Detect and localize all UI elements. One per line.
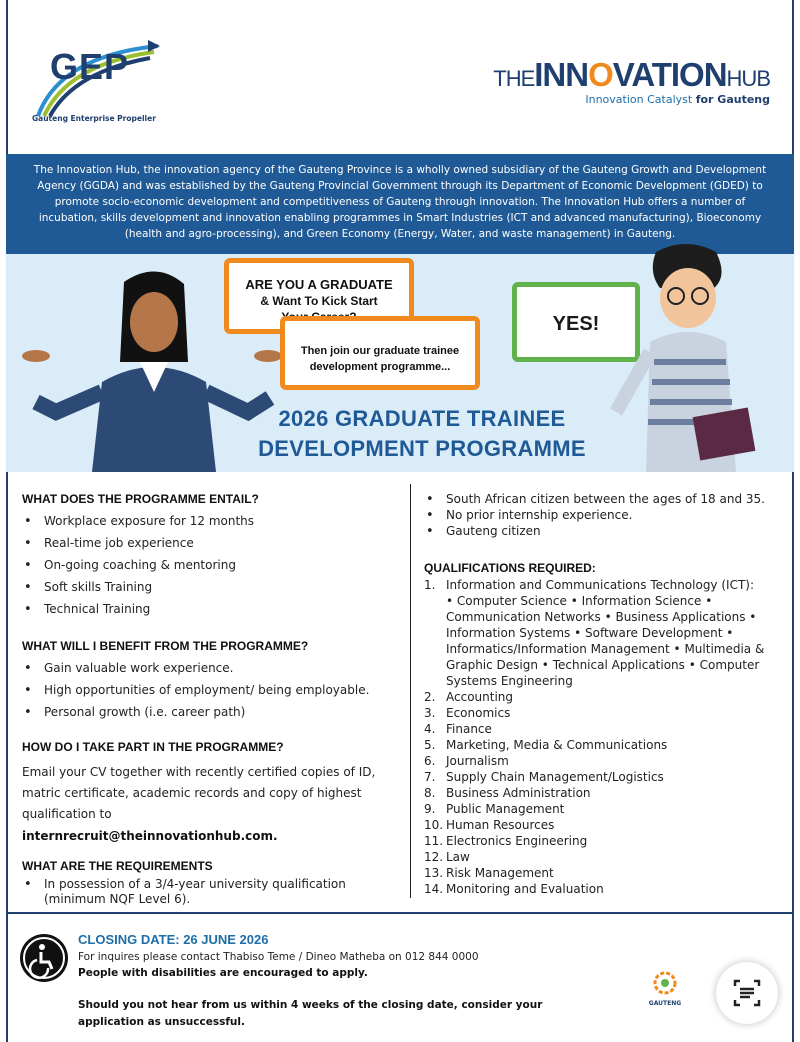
list-item: 10. Human Resources: [424, 818, 555, 832]
intro-paragraph: The Innovation Hub, the innovation agency of the Gauteng Province is a wholly owned subsidiary of the Gauteng Growth and Development Agency (GGDA) and was established by the Gauteng Provincial Government through its Department of Economic Development (GDED) to promote socio-economic development and competitiveness of Gauteng through innovation. The Innovation Hub offers a number of incubation, skills development and innovation enabling programmes in Smart Industries (ICT and advanced manufacturing), Bioeconomy (health and agro-processing), and Green Economy (Energy, Water, and waste management) in Gauteng.: [6, 154, 794, 254]
application-email[interactable]: internrecruit@theinnovationhub.com.: [22, 829, 278, 843]
yes-bubble: YES!: [512, 282, 640, 362]
list-item: • Personal growth (i.e. career path): [22, 705, 402, 720]
qualifications-heading: QUALIFICATIONS REQUIRED:: [424, 561, 596, 575]
right-column: [424, 492, 784, 897]
programme-title: 2026 GRADUATE TRAINEE DEVELOPMENT PROGRAMME: [258, 406, 586, 461]
list-item: • On-going coaching & mentoring: [22, 558, 402, 573]
list-item: • Technical Training: [22, 602, 402, 617]
benefit-list: [22, 661, 402, 720]
list-item: 4. Finance: [424, 722, 492, 736]
list-item: 7. Supply Chain Management/Logistics: [424, 770, 664, 784]
requirements-list-part2: [424, 492, 784, 539]
list-item: • High opportunities of employment/ being employable.: [22, 683, 402, 698]
graduate-question-bubble: ARE YOU A GRADUATE & Want To Kick Start: [224, 258, 414, 334]
entail-list: [22, 514, 402, 617]
list-item: 2. Accounting: [424, 690, 514, 704]
list-item: 8. Business Administration: [424, 786, 591, 800]
man-illustration: [596, 242, 786, 472]
column-divider: [410, 484, 411, 898]
ict-subjects: • Computer Science • Information Science • Communication Networks • Business Applications • Information Systems • Software Development • Informatics/Information Management • Multimedia & Graphic Design • Technical Applications • Computer Systems Engineering: [446, 594, 765, 688]
list-item: 5. Marketing, Media & Communications: [424, 738, 668, 752]
qualifications-list: [424, 577, 784, 897]
requirements-list-part1: [22, 877, 402, 907]
header: [8, 0, 792, 154]
list-item: 3. Economics: [424, 706, 511, 720]
list-item: • Soft skills Training: [22, 580, 402, 595]
left-column: [22, 492, 402, 908]
gauteng-emblem-icon: [650, 968, 680, 998]
list-item: • In possession of a 3/4-year university qualification (minimum NQF Level 6).: [22, 877, 402, 907]
requirements-heading: WHAT ARE THE REQUIREMENTS: [22, 859, 213, 873]
list-item: 9. Public Management: [424, 802, 565, 816]
footer-divider: [6, 912, 794, 914]
innovation-hub-logo: THEINNOVATIONHUB: [493, 56, 770, 93]
accessibility-icon: [20, 934, 68, 982]
list-item: • Workplace exposure for 12 months: [22, 514, 402, 529]
benefit-heading: WHAT WILL I BENEFIT FROM THE PROGRAMME?: [22, 639, 309, 653]
scan-text-button[interactable]: [716, 962, 778, 1024]
gauteng-logo: GAUTENG: [640, 968, 690, 1007]
list-item: 6. Journalism: [424, 754, 509, 768]
list-item: • Gain valuable work experience.: [22, 661, 402, 676]
list-item: • South African citizen between the ages of 18 and 35.: [424, 492, 784, 507]
gep-tagline: Gauteng Enterprise Propeller: [32, 114, 156, 123]
entail-heading: WHAT DOES THE PROGRAMME ENTAIL?: [22, 492, 259, 506]
hero-banner: [6, 254, 794, 472]
list-item: • No prior internship experience.: [424, 508, 784, 523]
takepart-heading: HOW DO I TAKE PART IN THE PROGRAMME?: [22, 740, 284, 754]
list-item: • Real-time job experience: [22, 536, 402, 551]
join-programme-bubble: Then join our graduate trainee development programme...: [280, 316, 480, 390]
list-item: • Gauteng citizen: [424, 524, 784, 539]
takepart-text: Email your CV together with recently certified copies of ID, matric certificate, academic records and copy of highest qualification to: [22, 765, 376, 821]
scan-text-icon: [716, 962, 778, 1024]
list-item: 12. Law: [424, 850, 470, 864]
accessibility-icon-glyph: [20, 934, 68, 982]
list-item: 14. Monitoring and Evaluation: [424, 882, 604, 896]
contact-info: For inquires please contact Thabiso Teme / Dineo Matheba on 012 844 0000: [78, 951, 479, 963]
innovation-hub-tagline: Innovation Catalyst for Gauteng: [585, 93, 770, 106]
closing-date: CLOSING DATE: 26 JUNE 2026: [78, 932, 269, 947]
list-item: 13. Risk Management: [424, 866, 554, 880]
list-item: 1. Information and Communications Technology (ICT): • Computer Science • Information Science • Communication Networks • Business Applications • Information Systems • Software Development • Informatics/Information Management • Multimedia & Graphic Design • Technical Applications • Computer Systems Engineering: [424, 577, 784, 689]
unsuccessful-notice: Should you not hear from us within 4 weeks of the closing date, consider your application as unsuccessful.: [78, 999, 543, 1028]
gep-logo-text: GEP: [50, 46, 130, 87]
disability-note: People with disabilities are encouraged to apply.: [78, 967, 368, 979]
list-item: 11. Electronics Engineering: [424, 834, 588, 848]
